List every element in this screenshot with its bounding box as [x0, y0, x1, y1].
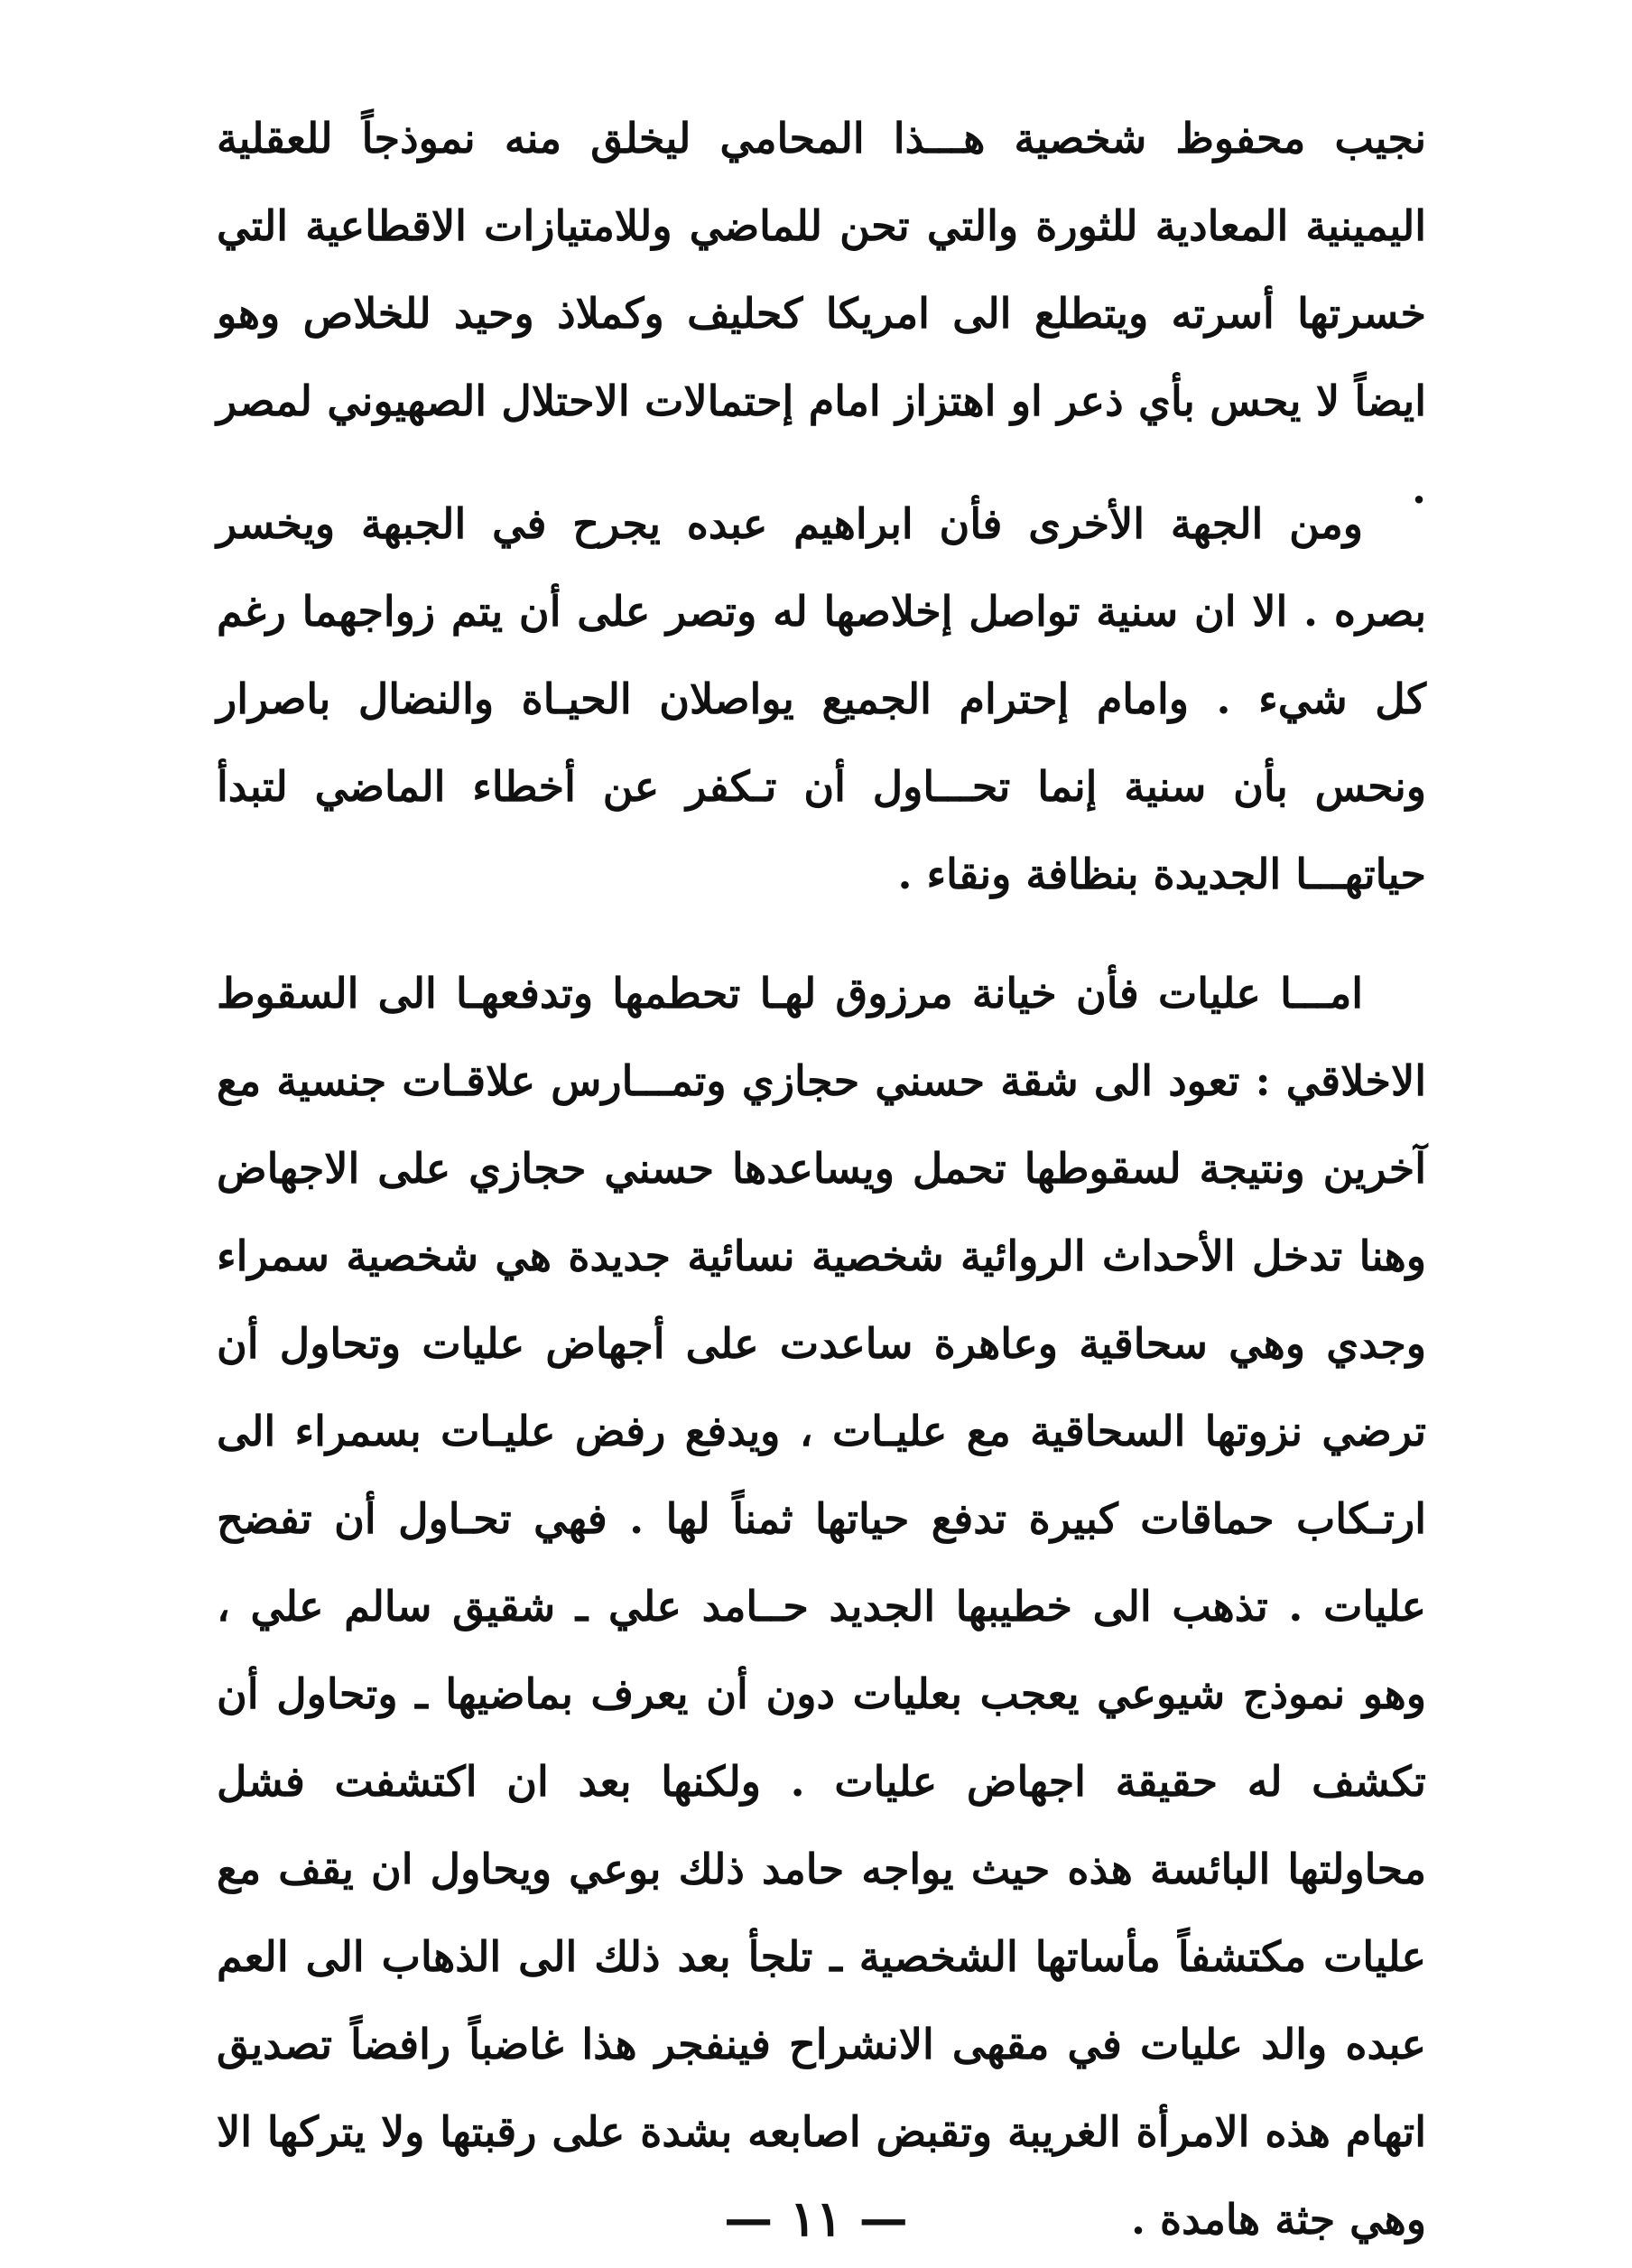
body-paragraph-3 — [217, 950, 1426, 2263]
page-number: — ١١ — — [724, 2189, 908, 2247]
paragraph-text: نجيب محفوظ شخصية هـــذا المحامي ليخلق منه نموذجاً للعقلية اليمينية المعادية للثورة والتي تحن للماضي وللامتيازات الاقطاعية التي خسرتها أسرته ويتطلع الى امريكا كحليف وكملاذ وحيد للخلاص وهو ايضاً لا يحس بأي ذعر او اهتزاز امام إحتمالات الاحتلال الصهيوني لمصر . — [217, 114, 1426, 513]
body-paragraph-2 — [217, 480, 1426, 918]
body-paragraph-1 — [217, 95, 1426, 533]
paragraph-text: امـــا عليات فأن خيانة مرزوق لهـا تحطمها وتدفعهـا الى السقوط الاخلاقي : تعود الى شقة حسني حجازي وتمـــارس علاقـات جنسية مع آخرين ونتيجة لسقوطها تحمل ويساعدها حسني حجازي على الاجهاض وهنا تدخل الأحداث الروائية شخصية نسائية جديدة هي شخصية سمراء وجدي وهي سحاقية وعاهرة ساعدت على أجهاض عليات وتحاول أن ترضي نزوتها السحاقية مع عليـات ، ويدفع رفض عليـات بسمراء الى ارتـكاب حماقات كبيرة تدفع حياتها ثمناً لها . فهي تحـاول أن تفضح عليات . تذهب الى خطيبها الجديد حــامد علي ـ شقيق سالم علي ، وهو نموذج شيوعي يعجب بعليات دون أن يعرف بماضيها ـ وتحاول أن تكشف له حقيقة اجهاض عليات . ولكنها بعد ان اكتشفت فشل محاولتها البائسة هذه حيث يواجه حامد ذلك بوعي ويحاول ان يقف مع عليات مكتشفاً مأساتها الشخصية ـ تلجأ بعد ذلك الى الذهاب الى العم عبده والد عليات في مقهى الانشراح فينفجر هذا غاضباً رافضاً تصديق اتهام هذه الامرأة الغريبة وتقبض اصابعه بشدة على رقبتها ولا يتركها الا وهي جثة هامدة . — [217, 969, 1426, 2244]
paragraph-text: ومن الجهة الأخرى فأن ابراهيم عبده يجرح في الجبهة ويخسر بصره . الا ان سنية تواصل إخلاصها له وتصر على أن يتم زواجهما رغم كل شيء . وامام إحترام الجميع يواصلان الحيـاة والنضال باصرار ونحس بأن سنية إنما تحـــاول أن تـكفر عن أخطاء الماضي لتبدأ حياتهـــا الجديدة بنظافة ونقاء . — [217, 499, 1426, 898]
